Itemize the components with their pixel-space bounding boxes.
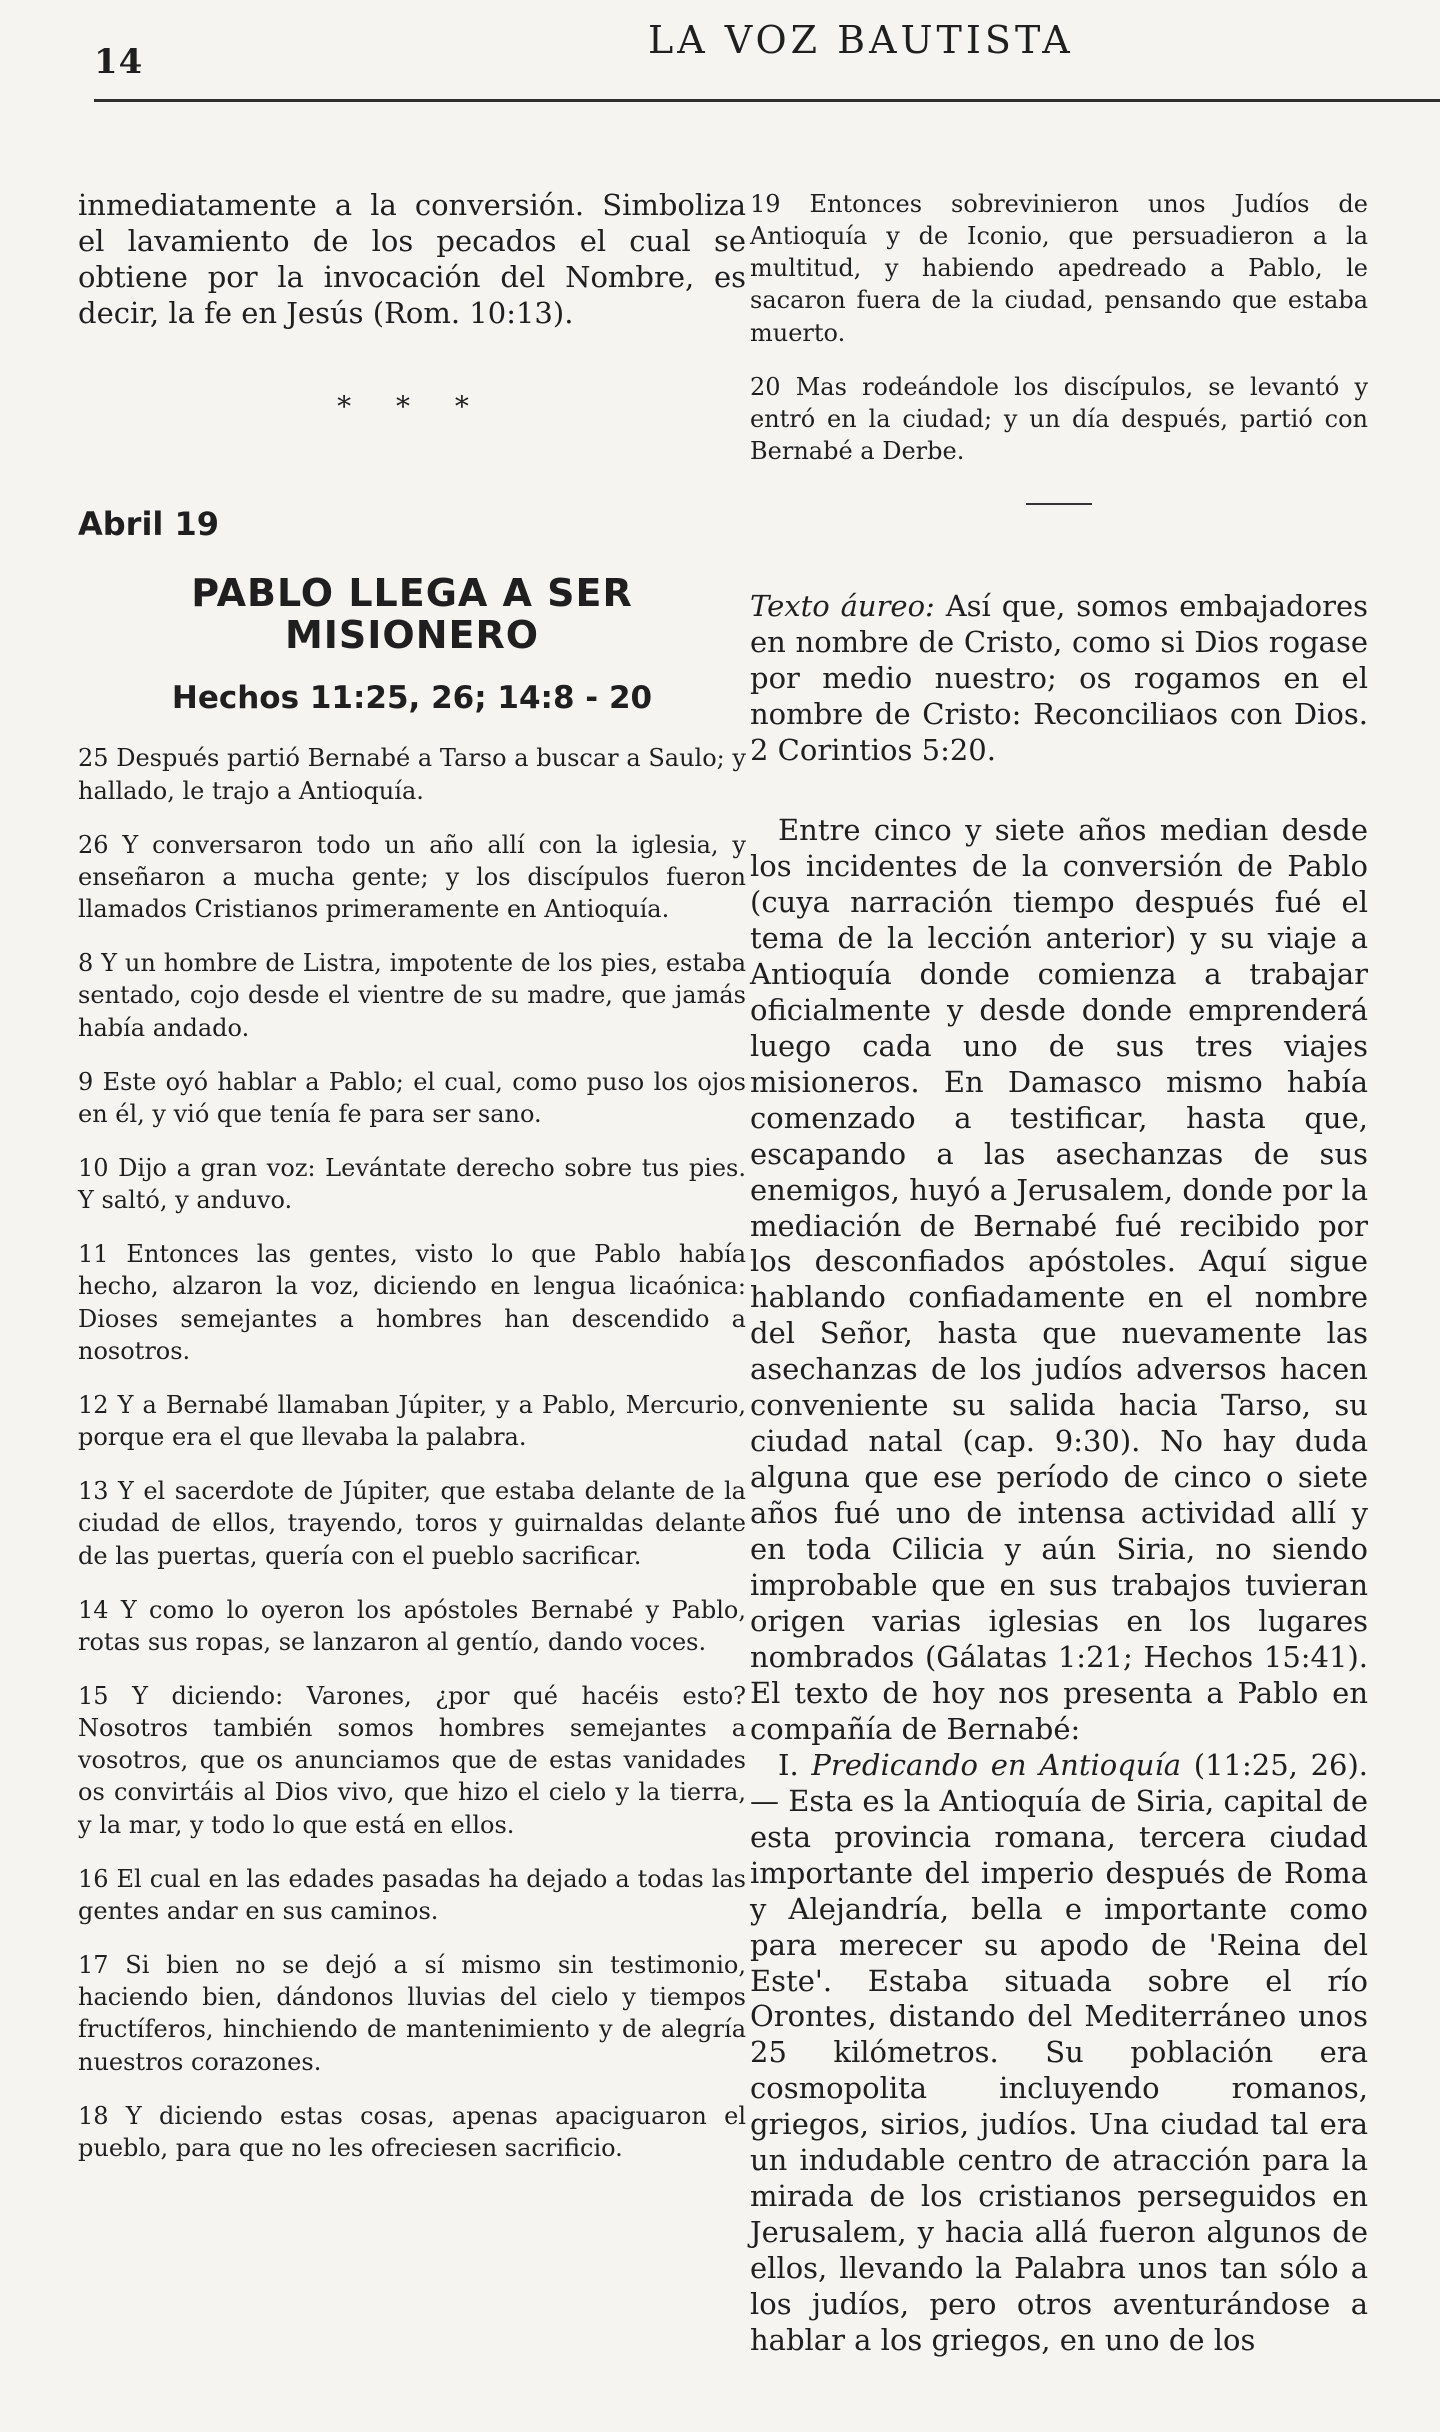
magazine-title: LA VOZ BAUTISTA bbox=[648, 18, 1074, 62]
section-paragraph bbox=[750, 1748, 1368, 2359]
section-heading-title: Predicando en Antioquía bbox=[811, 1747, 1182, 1782]
verse-18: 18 Y diciendo estas cosas, apenas apaciguaron el pueblo, para que no les ofreciesen sacrificio. bbox=[78, 2101, 746, 2162]
verse-15: 15 Y diciendo: Varones, ¿por qué hacéis esto? Nosotros también somos hombres semejantes a vosotros, que os anunciamos que de estas vanidades os convirtáis al Dios vivo, que hizo el cielo y la tierra, y la mar, y todo lo que está en ellos. bbox=[78, 1682, 746, 1839]
verse-16: 16 El cual en las edades pasadas ha dejado a todas las gentes andar en sus caminos. bbox=[78, 1864, 746, 1925]
section-separator: * * * bbox=[337, 389, 487, 423]
golden-text-label: Texto áureo: bbox=[750, 589, 935, 624]
intro-paragraph: inmediatamente a la conversión. Simboliza el lavamiento de los pecados el cual se obtiene por la invocación del Nombre, es decir, la fe en Jesús (Rom. 10:13). bbox=[78, 188, 746, 330]
commentary-paragraph: Entre cinco y siete años median desde los incidentes de la conversión de Pablo (cuya narración tiempo después fué el tema de la lección anterior) y su viaje a Antioquía donde comienza a trabajar oficialmente y desde donde emprenderá luego cada uno de sus tres viajes misioneros. En Damasco mismo había comenzado a testificar, hasta que, escapando a las asechanzas de sus enemigos, huyó a Jerusalem, donde por la mediación de Bernabé fué recibido por los desconfiados apóstoles. Aquí sigue hablando confiadamente en el nombre del Señor, hasta que nuevamente las asechanzas de los judíos adversos hacen conveniente su salida hacia Tarso, su ciudad natal (cap. 9:30). No hay duda alguna que ese período de cinco o siete años fué uno de intensa actividad allí y en toda Cilicia y aún Siria, no siendo improbable que en sus trabajos tuvieran origen varias iglesias en los lugares nombrados (Gálatas 1:21; Hechos 15:41). El texto de hoy nos presenta a Pablo en compañía de Bernabé: bbox=[750, 813, 1368, 1746]
header-rule bbox=[94, 99, 1440, 102]
golden-text-body: Así que, somos embajadores en nombre de Cristo, como si Dios rogase por medio nuestro; os rogamos en el nombre de Cristo: Reconciliaos con Dios. 2 Corintios 5:20. bbox=[750, 589, 1368, 768]
verse-11: 11 Entonces las gentes, visto lo que Pablo había hecho, alzaron la voz, diciendo en lengua licaónica: Dioses semejantes a hombres han descendido a nosotros. bbox=[78, 1240, 746, 1365]
verse-10: 10 Dijo a gran voz: Levántate derecho sobre tus pies. Y saltó, y anduvo. bbox=[78, 1153, 746, 1215]
verse-25: 25 Después partió Bernabé a Tarso a buscar a Saulo; y hallado, le trajo a Antioquía. bbox=[78, 744, 746, 805]
lesson-reference: Hechos 11:25, 26; 14:8 - 20 bbox=[171, 680, 653, 717]
section-heading-prefix: I. bbox=[778, 1747, 799, 1782]
golden-text bbox=[750, 589, 1368, 769]
verse-9: 9 Este oyó hablar a Pablo; el cual, como puso los ojos en él, y vió que tenía fe para ser sano. bbox=[78, 1067, 746, 1128]
left-column bbox=[78, 188, 746, 2359]
section-heading-reference: (11:25, 26). bbox=[1193, 1747, 1369, 1782]
verse-20: 20 Mas rodeándole los discípulos, se levantó y entró en la ciudad; y un día después, partió con Bernabé a Derbe. bbox=[750, 372, 1368, 466]
verse-12: 12 Y a Bernabé llamaban Júpiter, y a Pablo, Mercurio, porque era el que llevaba la palabra. bbox=[78, 1390, 746, 1452]
section-body: — Esta es la Antioquía de Siria, capital de esta provincia romana, tercera ciudad importante del imperio después de Roma y Alejandría, bella e importante como para merecer su apodo de 'Reina del Este'. Estaba situada sobre el río Orontes, distando del Mediterráneo unos 25 kilómetros. Su población era cosmopolita incluyendo romanos, griegos, sirios, judíos. Una ciudad tal era un indudable centro de atracción para la mirada de los cristianos perseguidos en Jerusalem, y hacia allá fueron algunos de ellos, llevando la Palabra unos tan sólo a los judíos, pero otros aventurándose a hablar a los griegos, en uno de los bbox=[750, 1783, 1368, 2358]
verse-19: 19 Entonces sobrevinieron unos Judíos de Antioquía y de Iconio, que persuadieron a la multitud, y habiendo apedreado a Pablo, le sacaron fuera de la ciudad, pensando que estaba muerto. bbox=[750, 190, 1368, 347]
page-number: 14 bbox=[94, 42, 144, 82]
lesson-title: PABLO LLEGA A SER MISIONERO bbox=[191, 570, 633, 657]
content-columns bbox=[78, 188, 1368, 2359]
page-header bbox=[78, 0, 1368, 112]
lesson-date: Abril 19 bbox=[78, 504, 220, 543]
right-column bbox=[750, 188, 1368, 2359]
verse-26: 26 Y conversaron todo un año allí con la iglesia, y enseñaron a mucha gente; y los discípulos fueron llamados Cristianos primeramente en Antioquía. bbox=[78, 830, 746, 924]
verse-13: 13 Y el sacerdote de Júpiter, que estaba delante de la ciudad de ellos, trayendo, toros y guirnaldas delante de las puertas, quería con el pueblo sacrificar. bbox=[78, 1477, 746, 1570]
divider-rule bbox=[1026, 503, 1092, 505]
verse-14: 14 Y como lo oyeron los apóstoles Bernabé y Pablo, rotas sus ropas, se lanzaron al gentío, dando voces. bbox=[78, 1595, 746, 1656]
verse-17: 17 Si bien no se dejó a sí mismo sin testimonio, haciendo bien, dándonos lluvias del cielo y tiempos fructíferos, hinchiendo de mantenimiento y de alegría nuestros corazones. bbox=[78, 1951, 746, 2076]
verse-8: 8 Y un hombre de Listra, impotente de los pies, estaba sentado, cojo desde el vientre de su madre, que jamás había andado. bbox=[78, 949, 746, 1042]
